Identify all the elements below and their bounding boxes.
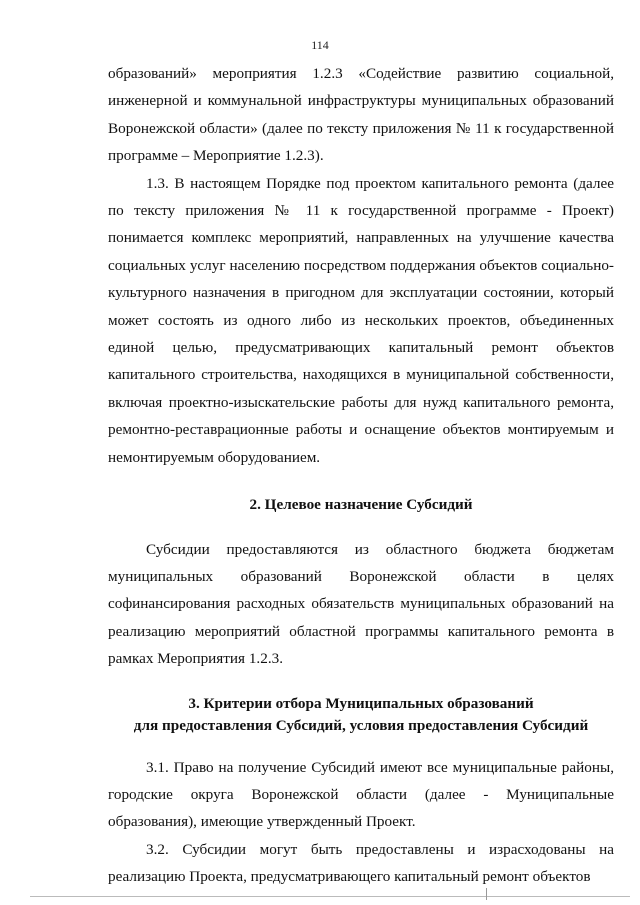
section-2-paragraph: Субсидии предоставляются из областного бюджета бюджетам муниципальных образований Воронежской области в целях софинансирования расходных обязательств муниципальных образований на реализацию мероприятий областной программы капитального ремонта в рамках Мероприятия 1.2.3. — [108, 540, 614, 668]
section-3-heading-line-1: 3. Критерии отбора Муниципальных образований — [188, 694, 534, 712]
scan-bottom-edge-line — [30, 896, 630, 897]
paragraph-continuation: образований» мероприятия 1.2.3 «Содействие развитию социальной, инженерной и коммунальной инфраструктуры муниципальных образований Воронежской области» (далее по тексту приложения № 11 к государственной программе – Мероприятие 1.2.3). — [108, 65, 614, 165]
section-3-heading — [108, 693, 614, 737]
section-2-heading: 2. Целевое назначение Субсидий — [249, 496, 473, 514]
paragraph-3-2: 3.2. Субсидии могут быть предоставлены и израсходованы на реализацию Проекта, предусматривающего капитальный ремонт объектов — [108, 840, 614, 886]
section-3-heading-line-2: для предоставления Субсидий, условия предоставления Субсидий — [133, 716, 589, 734]
scan-mark — [486, 888, 487, 900]
page-number: 114 — [311, 38, 329, 52]
paragraph-3-1: 3.1. Право на получение Субсидий имеют все муниципальные районы, городские округа Воронежской области (далее - Муниципальные образования), имеющие утвержденный Проект. — [108, 758, 614, 831]
document-body — [108, 60, 614, 891]
paragraph-1-3: 1.3. В настоящем Порядке под проектом капитального ремонта (далее по тексту приложения № 11 к государственной программе - Проект) понимается комплекс мероприятий, направленных на улучшение качества социальных услуг населению посредством поддержания объектов социально-культурного назначения в пригодном для эксплуатации состоянии, который может состоять из одного либо из нескольких проектов, объединенных единой целью, предусматривающих капитальный ремонт объектов капитального строительства, находящихся в муниципальной собственности, включая проектно-изыскательские работы для нужд капитального ремонта, ремонтно-реставрационные работы и оснащение объектов монтируемым и немонтируемым оборудованием. — [108, 174, 614, 466]
